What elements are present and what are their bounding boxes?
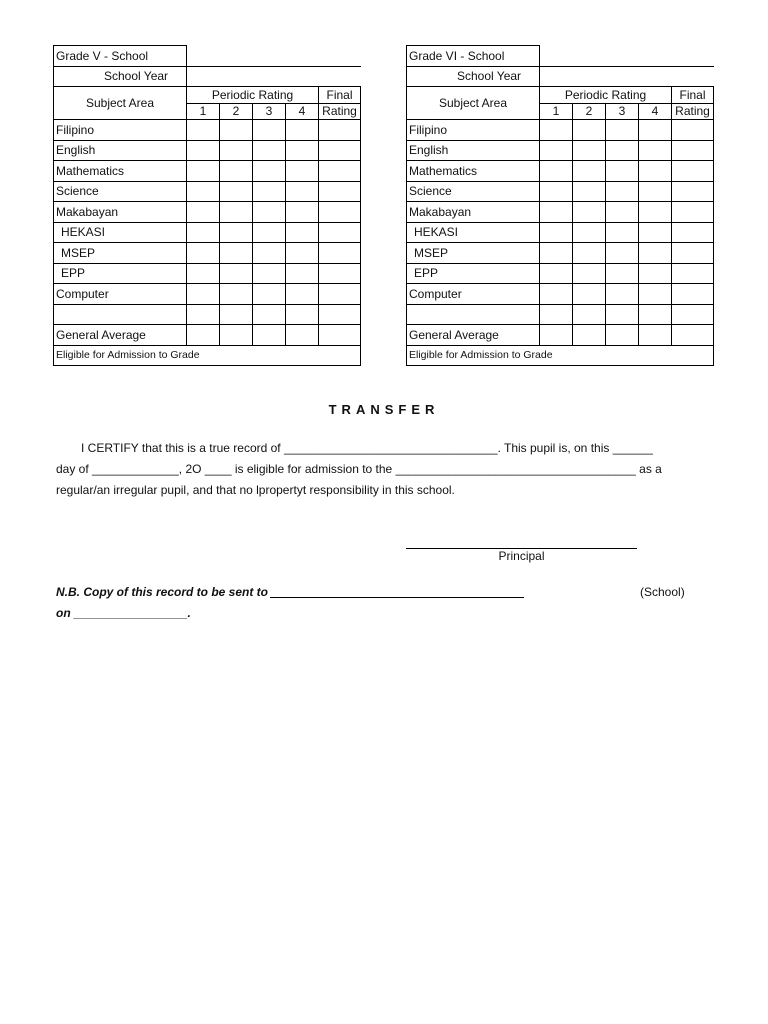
- subject-label: HEKASI: [54, 222, 187, 243]
- table-row: [54, 181, 361, 202]
- period-1-header: 1: [187, 103, 220, 120]
- grade-cell[interactable]: [540, 263, 573, 284]
- table-row: [54, 263, 361, 284]
- final-rating-cell[interactable]: [672, 161, 714, 182]
- principal-label: Principal: [498, 549, 545, 563]
- grade-cell[interactable]: [286, 284, 319, 305]
- final-rating-cell[interactable]: [672, 181, 714, 202]
- eligible-for-admission: Eligible for Admission to Grade: [407, 345, 714, 366]
- table-row: [54, 140, 361, 161]
- period-2-header: 2: [573, 103, 606, 120]
- grade-cell[interactable]: [639, 120, 672, 141]
- grade-cell[interactable]: [187, 120, 220, 141]
- certification-line-1: I CERTIFY that this is a true record of ________________________________. This pupil is, on this ______: [81, 441, 653, 455]
- destination-school-field[interactable]: [270, 585, 524, 598]
- grade-cell[interactable]: [540, 284, 573, 305]
- grade-cell[interactable]: [573, 140, 606, 161]
- grade-cell[interactable]: [187, 243, 220, 264]
- grade-cell[interactable]: [540, 222, 573, 243]
- grade-cell[interactable]: [540, 243, 573, 264]
- grade-v-rating-table: [53, 45, 361, 366]
- period-1-header: 1: [540, 103, 573, 120]
- grade-cell[interactable]: [573, 161, 606, 182]
- period-4-header: 4: [639, 103, 672, 120]
- final-rating-cell[interactable]: [319, 140, 361, 161]
- subject-label[interactable]: [54, 304, 187, 325]
- grade-vi-school-year-field[interactable]: [540, 66, 714, 87]
- grade-cell[interactable]: [639, 304, 672, 325]
- grade-cell[interactable]: [639, 161, 672, 182]
- grade-cell[interactable]: [540, 161, 573, 182]
- rating-header: Rating: [672, 103, 714, 120]
- subject-label: English: [407, 140, 540, 161]
- eligible-for-admission: Eligible for Admission to Grade: [54, 345, 361, 366]
- general-average-label: General Average: [54, 325, 187, 346]
- certification-line-2: day of _____________, 2O ____ is eligible for admission to the ____________________________________ as a: [56, 462, 662, 476]
- grade-cell[interactable]: [606, 181, 639, 202]
- period-3-header: 3: [253, 103, 286, 120]
- table-row: [54, 222, 361, 243]
- grade-cell[interactable]: [187, 284, 220, 305]
- table-row: [407, 140, 714, 161]
- grade-cell[interactable]: [187, 325, 220, 346]
- grade-cell[interactable]: [286, 120, 319, 141]
- nb-note-line-2: on _________________.: [56, 606, 191, 620]
- grade-cell[interactable]: [606, 140, 639, 161]
- grade-cell[interactable]: [187, 140, 220, 161]
- grade-cell[interactable]: [606, 222, 639, 243]
- grade-cell[interactable]: [573, 181, 606, 202]
- grade-cell[interactable]: [573, 284, 606, 305]
- grade-cell[interactable]: [286, 222, 319, 243]
- grade-cell[interactable]: [187, 181, 220, 202]
- grade-cell[interactable]: [606, 284, 639, 305]
- grade-cell[interactable]: [220, 284, 253, 305]
- final-rating-cell[interactable]: [319, 161, 361, 182]
- grade-cell[interactable]: [639, 181, 672, 202]
- grade-cell[interactable]: [286, 181, 319, 202]
- grade-cell[interactable]: [187, 222, 220, 243]
- final-rating-cell[interactable]: [672, 202, 714, 223]
- table-row: [54, 304, 361, 325]
- grade-cell[interactable]: [220, 202, 253, 223]
- grade-cell[interactable]: [220, 181, 253, 202]
- grade-cell[interactable]: [573, 222, 606, 243]
- table-row: [407, 243, 714, 264]
- table-row: [407, 284, 714, 305]
- grade-cell[interactable]: [253, 243, 286, 264]
- grade-cell[interactable]: [540, 120, 573, 141]
- table-row: [407, 181, 714, 202]
- grade-cell[interactable]: [573, 202, 606, 223]
- subject-label: Computer: [407, 284, 540, 305]
- final-rating-cell[interactable]: [672, 222, 714, 243]
- subject-label: Filipino: [54, 120, 187, 141]
- final-rating-cell[interactable]: [672, 325, 714, 346]
- grade-cell[interactable]: [286, 263, 319, 284]
- general-average-label: General Average: [407, 325, 540, 346]
- final-header: Final: [319, 87, 361, 104]
- grade-cell[interactable]: [286, 325, 319, 346]
- subject-area-header: Subject Area: [54, 87, 187, 120]
- subject-label: EPP: [54, 263, 187, 284]
- subject-label: Science: [407, 181, 540, 202]
- final-rating-cell[interactable]: [319, 284, 361, 305]
- grade-v-school-year-label: School Year: [54, 66, 187, 87]
- subject-label: Makabayan: [54, 202, 187, 223]
- final-rating-cell[interactable]: [672, 140, 714, 161]
- subject-label: Mathematics: [54, 161, 187, 182]
- grade-cell[interactable]: [220, 325, 253, 346]
- grade-vi-school-field[interactable]: [540, 46, 714, 67]
- grade-cell[interactable]: [573, 120, 606, 141]
- subject-area-header: Subject Area: [407, 87, 540, 120]
- subject-label[interactable]: [407, 304, 540, 325]
- periodic-rating-header: Periodic Rating: [187, 87, 319, 104]
- grade-cell[interactable]: [253, 161, 286, 182]
- final-rating-cell[interactable]: [319, 120, 361, 141]
- subject-label: HEKASI: [407, 222, 540, 243]
- table-row: [407, 161, 714, 182]
- final-rating-cell[interactable]: [672, 263, 714, 284]
- subject-label: MSEP: [54, 243, 187, 264]
- grade-cell[interactable]: [606, 304, 639, 325]
- grade-cell[interactable]: [639, 284, 672, 305]
- grade-cell[interactable]: [253, 222, 286, 243]
- grade-cell[interactable]: [220, 263, 253, 284]
- certification-line-3: regular/an irregular pupil, and that no lpropertyt responsibility in this school.: [56, 483, 455, 497]
- grade-cell[interactable]: [540, 325, 573, 346]
- final-rating-cell[interactable]: [319, 263, 361, 284]
- grade-cell[interactable]: [606, 243, 639, 264]
- subject-label: Science: [54, 181, 187, 202]
- grade-cell[interactable]: [606, 325, 639, 346]
- grade-cell[interactable]: [253, 304, 286, 325]
- grade-v-school-label: Grade V - School: [54, 46, 187, 67]
- final-rating-cell[interactable]: [319, 325, 361, 346]
- grade-cell[interactable]: [187, 202, 220, 223]
- table-row: [54, 202, 361, 223]
- grade-cell[interactable]: [220, 222, 253, 243]
- school-label: (School): [640, 585, 685, 599]
- grade-cell[interactable]: [286, 243, 319, 264]
- grade-cell[interactable]: [220, 120, 253, 141]
- grade-cell[interactable]: [639, 263, 672, 284]
- rating-header: Rating: [319, 103, 361, 120]
- final-rating-cell[interactable]: [672, 120, 714, 141]
- grade-cell[interactable]: [639, 243, 672, 264]
- grade-cell[interactable]: [573, 325, 606, 346]
- grade-cell[interactable]: [187, 304, 220, 325]
- periodic-rating-header: Periodic Rating: [540, 87, 672, 104]
- grade-cell[interactable]: [540, 304, 573, 325]
- final-rating-cell[interactable]: [672, 284, 714, 305]
- table-row: [54, 243, 361, 264]
- subject-label: English: [54, 140, 187, 161]
- period-3-header: 3: [606, 103, 639, 120]
- grade-cell[interactable]: [573, 304, 606, 325]
- table-row: [407, 222, 714, 243]
- final-rating-cell[interactable]: [319, 304, 361, 325]
- subject-label: Makabayan: [407, 202, 540, 223]
- grade-vi-school-label: Grade VI - School: [407, 46, 540, 67]
- grade-cell[interactable]: [639, 202, 672, 223]
- grade-cell[interactable]: [220, 140, 253, 161]
- subject-label: Mathematics: [407, 161, 540, 182]
- final-rating-cell[interactable]: [319, 243, 361, 264]
- grade-cell[interactable]: [639, 140, 672, 161]
- final-rating-cell[interactable]: [672, 243, 714, 264]
- period-2-header: 2: [220, 103, 253, 120]
- table-row: [407, 120, 714, 141]
- table-row: [54, 284, 361, 305]
- final-rating-cell[interactable]: [672, 304, 714, 325]
- grade-cell[interactable]: [540, 202, 573, 223]
- grade-vi-school-year-label: School Year: [407, 66, 540, 87]
- grade-cell[interactable]: [220, 161, 253, 182]
- grade-cell[interactable]: [253, 284, 286, 305]
- table-row: [407, 202, 714, 223]
- grade-cell[interactable]: [253, 263, 286, 284]
- grade-v-school-field[interactable]: [187, 46, 361, 67]
- final-rating-cell[interactable]: [319, 222, 361, 243]
- grade-cell[interactable]: [286, 140, 319, 161]
- grade-cell[interactable]: [220, 243, 253, 264]
- table-row: [407, 325, 714, 346]
- grade-cell[interactable]: [187, 263, 220, 284]
- grade-cell[interactable]: [540, 181, 573, 202]
- grade-v-school-year-field[interactable]: [187, 66, 361, 87]
- grade-cell[interactable]: [606, 202, 639, 223]
- final-rating-cell[interactable]: [319, 181, 361, 202]
- grade-cell[interactable]: [606, 263, 639, 284]
- grade-cell[interactable]: [639, 222, 672, 243]
- grade-cell[interactable]: [253, 120, 286, 141]
- grade-cell[interactable]: [253, 181, 286, 202]
- grade-cell[interactable]: [573, 263, 606, 284]
- grade-vi-rating-table: [406, 45, 714, 366]
- subject-label: Computer: [54, 284, 187, 305]
- table-row: [407, 304, 714, 325]
- transfer-title: TRANSFER: [328, 402, 440, 417]
- nb-note-text: N.B. Copy of this record to be sent to: [56, 585, 269, 599]
- grade-cell[interactable]: [253, 140, 286, 161]
- grade-cell[interactable]: [286, 202, 319, 223]
- period-4-header: 4: [286, 103, 319, 120]
- table-row: [54, 161, 361, 182]
- grade-cell[interactable]: [606, 120, 639, 141]
- grade-cell[interactable]: [286, 161, 319, 182]
- subject-label: MSEP: [407, 243, 540, 264]
- grade-cell[interactable]: [187, 161, 220, 182]
- table-row: [54, 325, 361, 346]
- table-row: [407, 263, 714, 284]
- grade-cell[interactable]: [253, 202, 286, 223]
- grade-cell[interactable]: [253, 325, 286, 346]
- subject-label: Filipino: [407, 120, 540, 141]
- subject-label: EPP: [407, 263, 540, 284]
- grade-cell[interactable]: [286, 304, 319, 325]
- grade-cell[interactable]: [573, 243, 606, 264]
- grade-cell[interactable]: [220, 304, 253, 325]
- grade-cell[interactable]: [540, 140, 573, 161]
- final-header: Final: [672, 87, 714, 104]
- final-rating-cell[interactable]: [319, 202, 361, 223]
- nb-note-line-1: [56, 585, 524, 599]
- grade-cell[interactable]: [606, 161, 639, 182]
- grade-cell[interactable]: [639, 325, 672, 346]
- table-row: [54, 120, 361, 141]
